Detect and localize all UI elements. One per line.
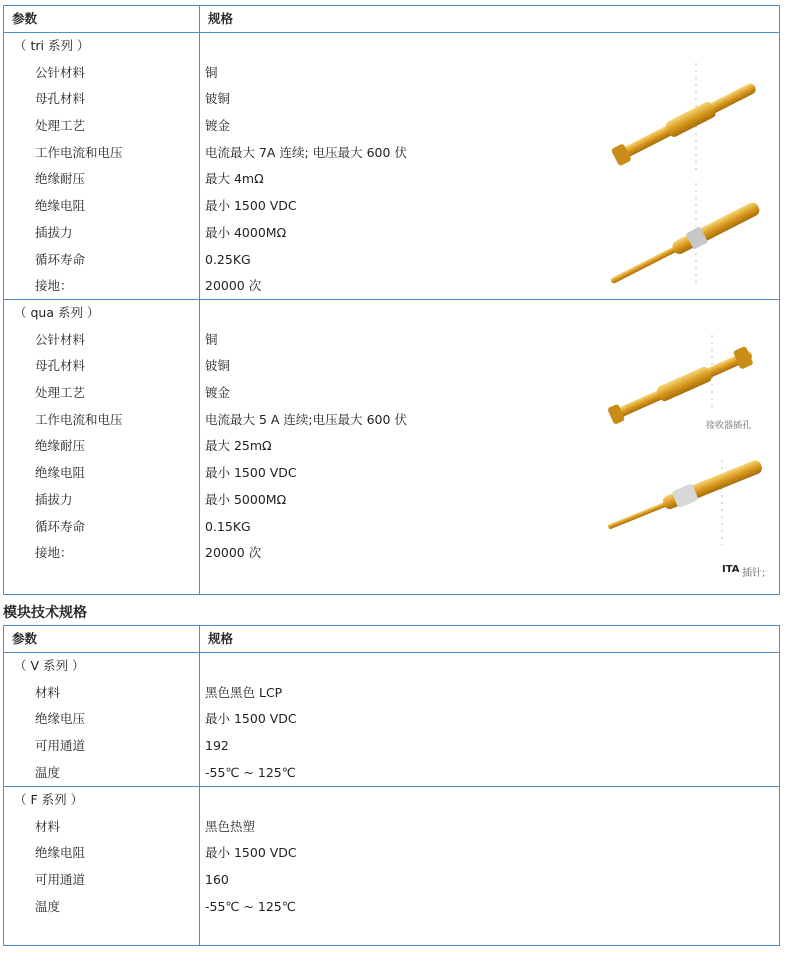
param-cell: 插拔力 xyxy=(35,491,73,507)
param-cell: 工作电流和电压 xyxy=(35,144,123,160)
tri-series-group xyxy=(4,33,779,300)
qua-series-group xyxy=(4,300,779,594)
spec-cell: 电流最大 7A 连续; 电压最大 600 伏 xyxy=(205,144,407,160)
contact-spec-table xyxy=(3,5,780,595)
spec-cell: 最小 4000MΩ xyxy=(205,224,287,240)
spec-cell: 铜 xyxy=(205,64,218,80)
header-param: 参数 xyxy=(4,626,200,652)
param-cell: 母孔材料 xyxy=(35,91,86,107)
spec-column xyxy=(200,787,779,945)
param-cell: 绝缘耐压 xyxy=(35,438,86,454)
spec-cell: 黑色黑色 LCP xyxy=(205,684,283,700)
param-cell: 温度 xyxy=(35,898,61,914)
header-spec: 规格 xyxy=(208,11,234,26)
param-cell: 可用通道 xyxy=(35,872,86,888)
spec-cell: 最小 5000MΩ xyxy=(205,491,287,507)
f-series-group xyxy=(4,787,779,945)
series-label: （ F 系列 ） xyxy=(14,792,84,807)
spec-cell: 铜 xyxy=(205,331,218,347)
spec-cell-blank xyxy=(200,300,779,327)
spec-cell-blank xyxy=(200,653,779,680)
param-cell: 母孔材料 xyxy=(35,358,86,374)
spec-cell: 0.25KG xyxy=(205,251,251,267)
param-cell: 插拔力 xyxy=(35,224,73,240)
spec-cell: 铍铜 xyxy=(205,91,231,107)
spec-column xyxy=(200,653,779,786)
table-header xyxy=(4,626,779,653)
spec-cell: 192 xyxy=(205,738,229,754)
spec-column xyxy=(200,33,779,299)
receiver-socket-label: 接收器插孔 xyxy=(706,421,752,431)
param-column xyxy=(4,33,200,299)
header-param: 参数 xyxy=(4,6,200,32)
param-cell: 接地： xyxy=(35,278,73,294)
spec-cell: 20000 次 xyxy=(205,545,262,561)
param-column xyxy=(4,787,200,945)
param-cell: 绝缘电阻 xyxy=(35,198,86,214)
spec-cell-blank xyxy=(200,787,779,814)
spec-cell: 镀金 xyxy=(205,118,231,134)
param-cell: 材料 xyxy=(35,684,61,700)
spec-cell: 最小 1500 VDC xyxy=(205,711,297,727)
spec-cell: -55℃ ~ 125℃ xyxy=(205,898,296,914)
param-cell: 绝缘电阻 xyxy=(35,465,86,481)
spec-cell: 160 xyxy=(205,872,229,888)
spec-cell: 20000 次 xyxy=(205,278,262,294)
section-title: 模块技术规格 xyxy=(3,605,87,621)
spec-cell: 电流最大 5 A 连续;电压最大 600 伏 xyxy=(205,411,407,427)
param-cell: 处理工艺 xyxy=(35,118,86,134)
spec-cell: 铍铜 xyxy=(205,358,231,374)
v-series-group xyxy=(4,653,779,787)
ita-pin-label: 插针; xyxy=(742,568,766,579)
param-column xyxy=(4,653,200,786)
spec-column xyxy=(200,300,779,594)
param-cell: 温度 xyxy=(35,764,61,780)
series-label: （ qua 系列 ） xyxy=(14,305,100,320)
module-spec-table xyxy=(3,625,780,946)
series-label: （ tri 系列 ） xyxy=(14,38,90,53)
spec-cell: 最大 4mΩ xyxy=(205,171,264,187)
tri-pin-image xyxy=(602,53,772,293)
param-column xyxy=(4,300,200,594)
param-cell: 绝缘电阻 xyxy=(35,845,86,861)
spec-cell: -55℃ ~ 125℃ xyxy=(205,764,296,780)
ita-label: ITA xyxy=(722,564,740,575)
spec-cell: 黑色热塑 xyxy=(205,818,256,834)
spec-cell: 0.15KG xyxy=(205,518,251,534)
spec-cell: 最大 25mΩ xyxy=(205,438,272,454)
param-cell: 公针材料 xyxy=(35,64,86,80)
spec-cell: 最小 1500 VDC xyxy=(205,465,297,481)
spec-cell: 镀金 xyxy=(205,385,231,401)
param-cell: 循环寿命 xyxy=(35,518,86,534)
spec-cell: 最小 1500 VDC xyxy=(205,198,297,214)
param-cell: 公针材料 xyxy=(35,331,86,347)
spec-cell: 最小 1500 VDC xyxy=(205,845,297,861)
qua-pin-image xyxy=(602,330,772,550)
series-label: （ V 系列 ） xyxy=(14,658,85,673)
param-cell: 工作电流和电压 xyxy=(35,411,123,427)
param-cell: 可用通道 xyxy=(35,738,86,754)
param-cell: 材料 xyxy=(35,818,61,834)
param-cell: 绝缘电压 xyxy=(35,711,86,727)
table-header xyxy=(4,6,779,33)
param-cell: 处理工艺 xyxy=(35,385,86,401)
param-cell: 接地： xyxy=(35,545,73,561)
param-cell: 循环寿命 xyxy=(35,251,86,267)
param-cell: 绝缘耐压 xyxy=(35,171,86,187)
header-spec: 规格 xyxy=(208,631,234,646)
